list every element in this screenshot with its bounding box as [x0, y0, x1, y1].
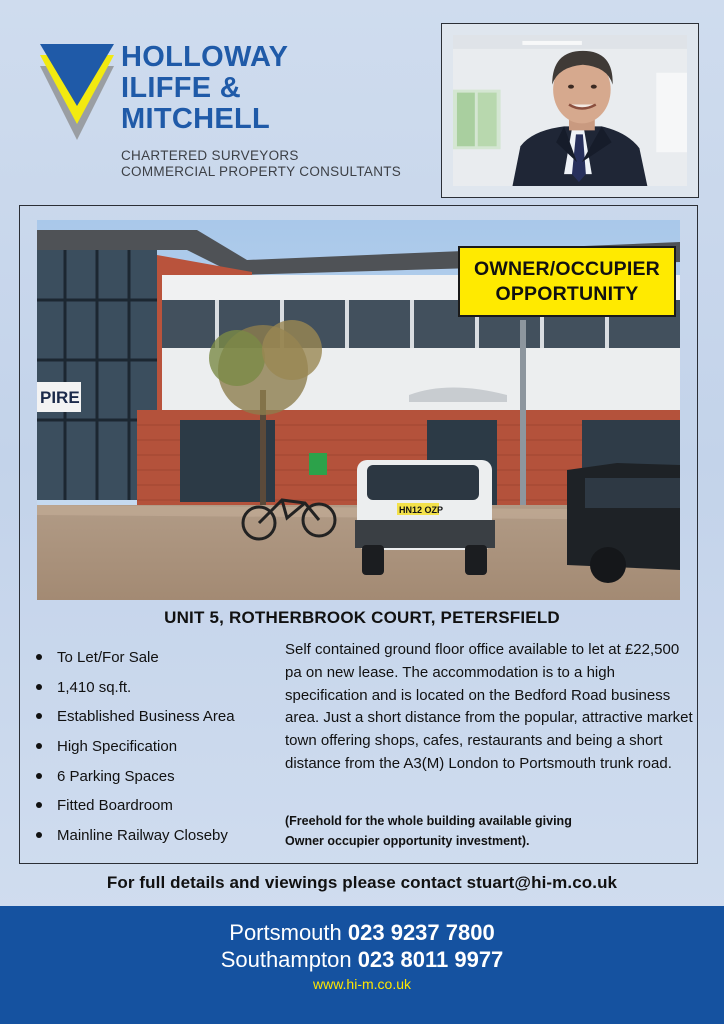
company-name-line: ILIFFE &: [121, 72, 241, 104]
southampton-phone[interactable]: 023 8011 9977: [357, 947, 504, 972]
tagline-line: COMMERCIAL PROPERTY CONSULTANTS: [121, 164, 402, 179]
southampton-label: Southampton: [220, 947, 352, 972]
agent-portrait: [453, 35, 687, 186]
features-list: [36, 646, 235, 854]
portsmouth-label: Portsmouth: [229, 920, 342, 945]
company-logo-icon: [40, 44, 114, 140]
footer-bar: [0, 906, 724, 1024]
number-plate-text: HN12 OZP: [399, 505, 444, 515]
owner-occupier-badge: [458, 246, 676, 317]
property-description: Self contained ground floor office available to let at £22,500 pa on new lease. The accommodation is to a high specification and is located on the Bedford Road business area. Just a short distance from the popular, attractive market town offering shops, cafes, restaurants and being a short distance from the A3(M) London to Portsmouth trunk road.: [285, 641, 693, 772]
company-tagline: [121, 148, 401, 180]
badge-text: OWNER/OCCUPIER OPPORTUNITY: [474, 257, 660, 305]
feature-item: 6 Parking Spaces: [36, 765, 235, 795]
feature-item: 1,410 sq.ft.: [36, 676, 235, 706]
feature-item: Mainline Railway Closeby: [36, 824, 235, 854]
company-name-line: HOLLOWAY: [121, 41, 289, 73]
shop-sign-text: PIRE: [40, 388, 80, 407]
portsmouth-phone-line: [0, 919, 724, 946]
portrait-frame: [441, 23, 699, 198]
website-link[interactable]: www.hi-m.co.uk: [312, 976, 412, 992]
company-name-line: MITCHELL: [121, 103, 270, 135]
tagline-line: CHARTERED SURVEYORS: [121, 148, 299, 163]
feature-item: Fitted Boardroom: [36, 794, 235, 824]
portsmouth-phone[interactable]: 023 9237 7800: [347, 920, 495, 945]
company-name: [121, 42, 288, 135]
feature-item: Established Business Area: [36, 705, 235, 735]
southampton-phone-line: [0, 946, 724, 973]
contact-line: For full details and viewings please contact stuart@hi-m.co.uk: [106, 873, 618, 892]
property-title: UNIT 5, ROTHERBROOK COURT, PETERSFIELD: [164, 608, 560, 627]
feature-item: To Let/For Sale: [36, 646, 235, 676]
feature-item: High Specification: [36, 735, 235, 765]
freehold-note: (Freehold for the whole building available giving Owner occupier opportunity investment).: [285, 814, 572, 848]
